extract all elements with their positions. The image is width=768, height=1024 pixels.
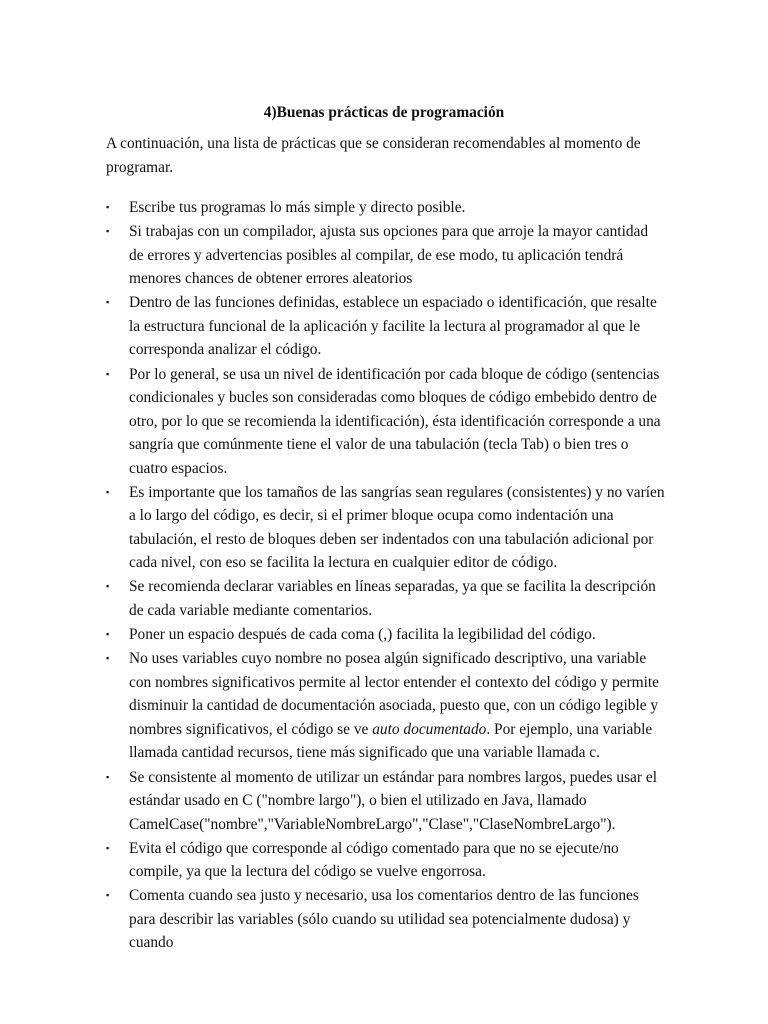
square-bullet-icon: ▪ xyxy=(106,368,110,379)
list-item-text xyxy=(129,650,659,761)
list-item xyxy=(106,647,666,765)
list-item xyxy=(106,623,666,647)
list-item-text-before: No uses variables cuyo nombre no posea algún significado descriptivo, una variable con nombres significativos permite al lector entender el contexto del código y permite disminuir la cantidad de documentación asociada, puesto que, con un código legible y nombres significativos, el código se ve xyxy=(129,650,659,738)
list-item xyxy=(106,196,666,220)
list-item-text: Escribe tus programas lo más simple y directo posible. xyxy=(129,199,466,216)
list-item-text: Evita el código que corresponde al código comentado para que no se ejecute/no compile, ya que la lectura del código se vuelve engorrosa. xyxy=(129,839,619,881)
list-item xyxy=(106,766,666,837)
list-item-text: Se consistente al momento de utilizar un estándar para nombres largos, puedes usar el estándar usado en C ("nombre largo"), o bien el utilizado en Java, llamado CamelCase("nombre","VariableNombreLargo","Clase","ClaseNombreLargo"). xyxy=(129,768,657,833)
practices-list xyxy=(106,196,666,956)
list-item-text: Dentro de las funciones definidas, establece un espaciado o identificación, que resalte la estructura funcional de la aplicación y facilite la lectura al programador al que le corresponda analizar el código. xyxy=(129,294,657,359)
list-item-text: Es importante que los tamaños de las sangrías sean regulares (consistentes) y no varíen a lo largo del código, es decir, si el primer bloque ocupa como indentación una tabulación, el resto de bloques deben ser indentados con una tabulación adicional por cada nivel, con eso se facilita la lectura en cualquier editor de código. xyxy=(129,483,665,572)
intro-paragraph: A continuación, una lista de prácticas que se consideran recomendables al momento de programar. xyxy=(106,135,641,176)
list-item xyxy=(106,291,666,362)
list-item-text: Poner un espacio después de cada coma (,) facilita la legibilidad del código. xyxy=(129,626,596,644)
square-bullet-icon: ▪ xyxy=(106,771,110,782)
italic-term: auto documentado xyxy=(372,720,487,738)
square-bullet-icon: ▪ xyxy=(106,202,110,212)
list-item-text-after: . Por ejemplo, una variable llamada cantidad recursos, tiene más significado que una variable llamada c. xyxy=(129,720,653,762)
list-item xyxy=(106,837,666,884)
square-bullet-icon: ▪ xyxy=(106,629,110,640)
list-item-text: Comenta cuando sea justo y necesario, usa los comentarios dentro de las funciones para describir las variables (sólo cuando su utilidad sea potencialmente dudosa) y cuando xyxy=(129,887,639,952)
document-title: 4)Buenas prácticas de programación xyxy=(263,104,505,121)
list-item-text: Por lo general, se usa un nivel de identificación por cada bloque de código (sentencias condicionales y bucles son consideradas como bloques de código embebido dentro de otro, por lo que se recomienda la identificación), ésta identificación corresponde a una sangría que comúnmente tiene el valor de una tabulación (tecla Tab) o bien tres o cuatro espacios. xyxy=(129,365,661,477)
square-bullet-icon: ▪ xyxy=(106,226,110,237)
list-item xyxy=(106,481,666,575)
list-item xyxy=(106,220,666,291)
square-bullet-icon: ▪ xyxy=(106,842,110,853)
list-item xyxy=(106,884,666,955)
list-item-text: Si trabajas con un compilador, ajusta sus opciones para que arroje la mayor cantidad de errores y advertencias posibles al compilar, de ese modo, tu aplicación tendrá menores chances de obtener errores aleatorios xyxy=(129,223,649,288)
list-item-text: Se recomienda declarar variables en líneas separadas, ya que se facilita la descripción de cada variable mediante comentarios. xyxy=(129,578,656,619)
square-bullet-icon: ▪ xyxy=(106,653,110,664)
square-bullet-icon: ▪ xyxy=(106,890,110,901)
square-bullet-icon: ▪ xyxy=(106,581,110,592)
list-item xyxy=(106,363,666,481)
list-item xyxy=(106,575,666,622)
square-bullet-icon: ▪ xyxy=(106,297,110,308)
square-bullet-icon: ▪ xyxy=(106,486,110,497)
